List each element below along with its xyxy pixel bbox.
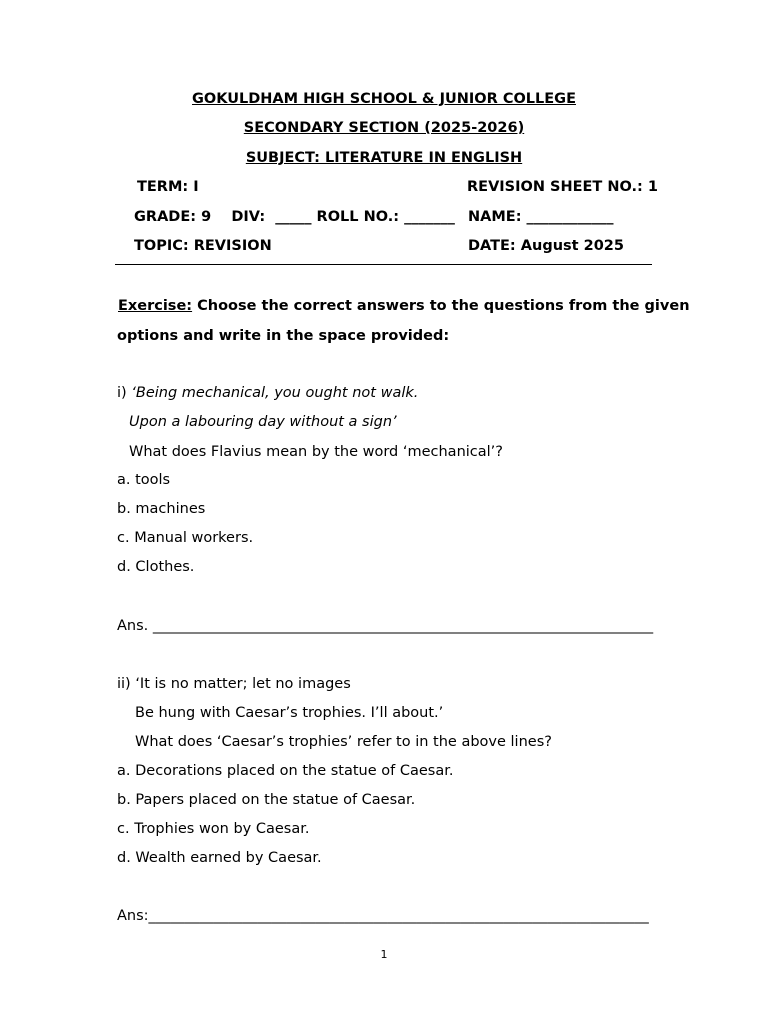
page-number: 1	[380, 948, 388, 961]
header-divider	[115, 264, 652, 265]
term-label: TERM: I	[137, 179, 199, 195]
grade-div-roll-label: GRADE: 9 DIV: _____ ROLL NO.: _______	[134, 209, 455, 225]
question-1-option-b: b. machines	[117, 501, 206, 517]
subject-title: SUBJECT: LITERATURE IN ENGLISH	[245, 150, 523, 166]
question-1-quote-line-2: Upon a labouring day without a sign’	[129, 414, 397, 430]
question-2-option-a: a. Decorations placed on the statue of Caesar.	[117, 763, 454, 779]
question-2-answer-line[interactable]: Ans:_____________________________________________________________________	[117, 908, 649, 924]
question-1-option-d: d. Clothes.	[117, 559, 195, 575]
exercise-label: Exercise:	[118, 298, 193, 314]
date-label: DATE: August 2025	[468, 238, 624, 254]
revision-sheet-label: REVISION SHEET NO.: 1	[467, 179, 658, 195]
exercise-instruction-text: Choose the correct answers to the questions from the given	[192, 298, 690, 314]
question-1-number: i)	[117, 385, 132, 401]
question-1-text: What does Flavius mean by the word ‘mechanical’?	[129, 444, 503, 460]
question-1-option-a: a. tools	[117, 472, 171, 488]
question-2-line-2: Be hung with Caesar’s trophies. I’ll about.’	[135, 705, 444, 721]
section-title: SECONDARY SECTION (2025-2026)	[243, 120, 525, 136]
question-2-line-1: ii) ‘It is no matter; let no images	[117, 676, 351, 692]
name-label: NAME: ____________	[468, 209, 614, 225]
exercise-instruction	[118, 298, 690, 314]
question-2-text: What does ‘Caesar’s trophies’ refer to in the above lines?	[135, 734, 552, 750]
question-1-option-c: c. Manual workers.	[117, 530, 254, 546]
question-2-option-b: b. Papers placed on the statue of Caesar.	[117, 792, 416, 808]
school-title: GOKULDHAM HIGH SCHOOL & JUNIOR COLLEGE	[192, 91, 576, 107]
question-1-quote	[117, 385, 418, 401]
question-2-option-d: d. Wealth earned by Caesar.	[117, 850, 322, 866]
question-1-quote-line-1: ‘Being mechanical, you ought not walk.	[131, 385, 419, 401]
question-2-option-c: c. Trophies won by Caesar.	[117, 821, 310, 837]
exercise-instruction-cont: options and write in the space provided:	[117, 328, 450, 344]
topic-label: TOPIC: REVISION	[134, 238, 272, 254]
question-1-answer-line[interactable]: Ans. _____________________________________________________________________	[117, 618, 654, 634]
